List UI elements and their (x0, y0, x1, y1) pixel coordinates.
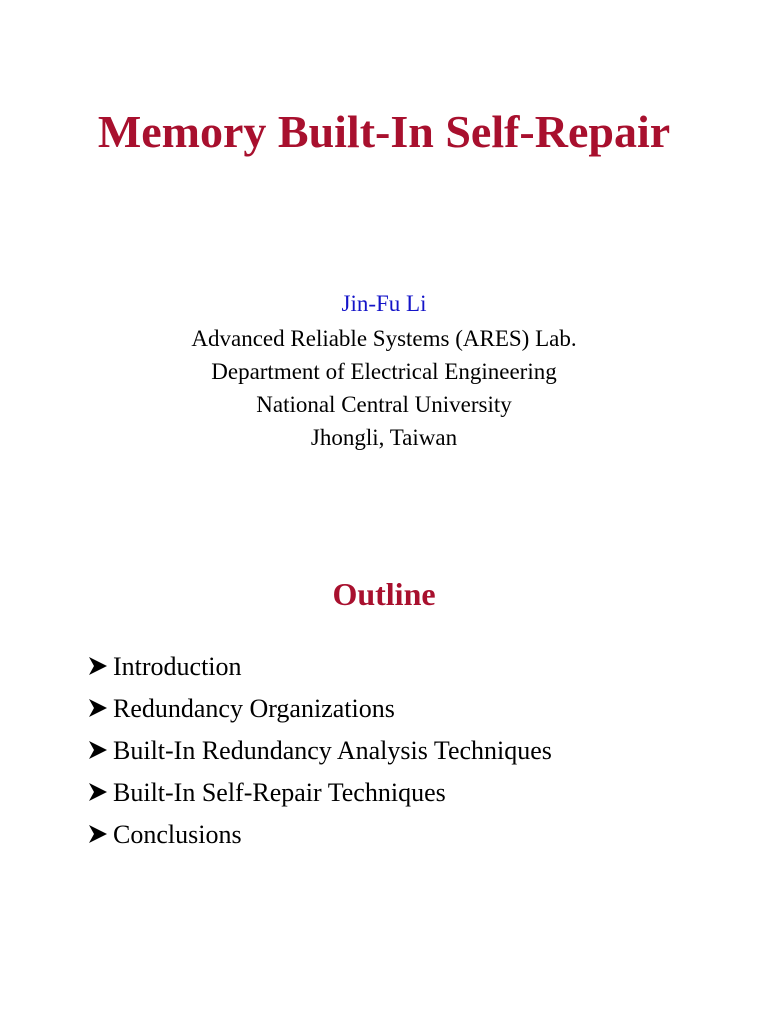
arrowhead-bullet-icon (86, 781, 110, 803)
affiliation-location: Jhongli, Taiwan (310, 425, 458, 450)
outline-item (86, 772, 552, 814)
outline-item (86, 814, 552, 856)
affiliation-university: National Central University (256, 392, 512, 417)
arrowhead-bullet-icon (86, 655, 110, 677)
outline-item (86, 646, 552, 688)
outline-item-label: Redundancy Organizations (113, 694, 395, 723)
slide-title: Memory Built-In Self-Repair (97, 106, 671, 157)
arrowhead-bullet-icon (86, 697, 110, 719)
affiliation-department: Department of Electrical Engineering (211, 359, 557, 384)
outline-item (86, 688, 552, 730)
outline-heading: Outline (332, 576, 436, 612)
author-block (0, 286, 768, 454)
outline-item (86, 730, 552, 772)
outline-item-label: Built-In Redundancy Analysis Techniques (113, 736, 552, 765)
arrowhead-bullet-icon (86, 823, 110, 845)
author-name: Jin-Fu Li (341, 291, 427, 316)
arrowhead-bullet-icon (86, 739, 110, 761)
outline-list (86, 646, 552, 856)
outline-item-label: Introduction (113, 652, 242, 681)
outline-item-label: Conclusions (113, 820, 242, 849)
outline-item-label: Built-In Self-Repair Techniques (113, 778, 446, 807)
affiliation-lab: Advanced Reliable Systems (ARES) Lab. (191, 326, 577, 351)
